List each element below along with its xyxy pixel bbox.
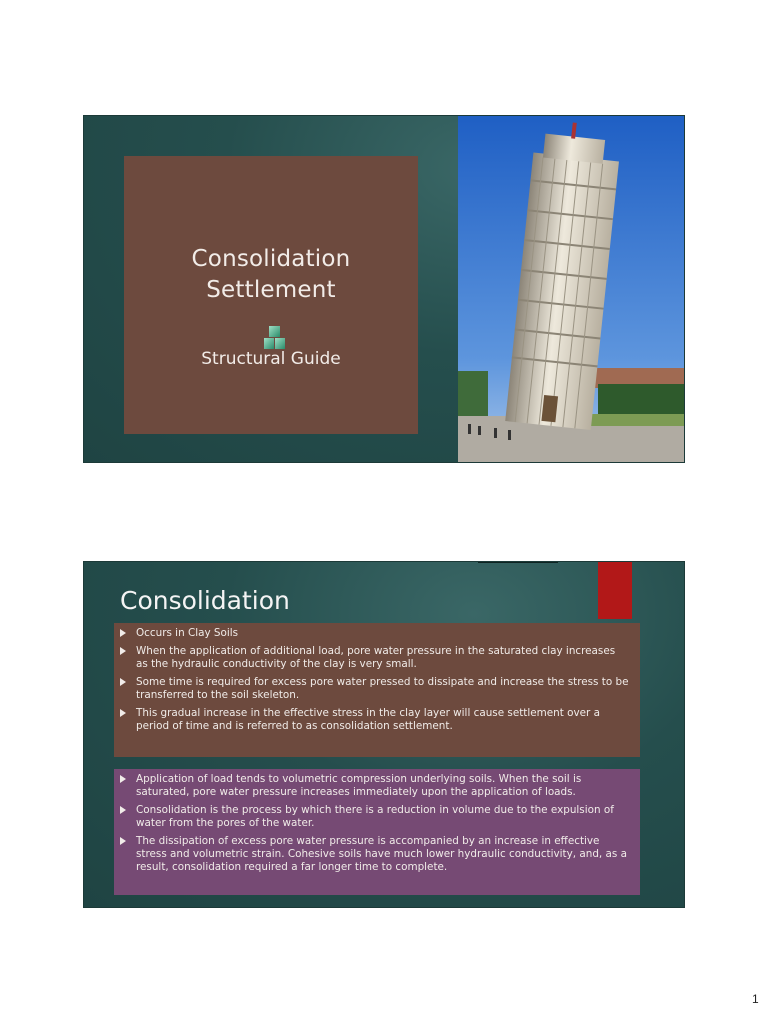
slide-top-line bbox=[478, 562, 558, 563]
list-item: When the application of additional load, pore water pressure in the saturated clay increases as the hydraulic conductivity of the clay is very small. bbox=[120, 645, 630, 671]
title-slide bbox=[83, 115, 685, 463]
slide-subtitle: Structural Guide bbox=[201, 349, 341, 369]
title-line-2: Settlement bbox=[206, 277, 336, 303]
slide-title: Consolidation bbox=[120, 586, 290, 615]
list-item: Occurs in Clay Soils bbox=[120, 627, 630, 640]
content-slide bbox=[83, 561, 685, 908]
bullet-arrow-icon bbox=[120, 806, 126, 814]
list-item: The dissipation of excess pore water pressure is accompanied by an increase in effective stress and volumetric strain. Cohesive soils have much lower hydraulic conductivity, and, as a result, consolidation required a far longer time to complete. bbox=[120, 835, 630, 874]
bullet-arrow-icon bbox=[120, 837, 126, 845]
bullet-box-process bbox=[114, 769, 640, 895]
list-item: Consolidation is the process by which there is a reduction in volume due to the expulsion of water from the pores of the water. bbox=[120, 804, 630, 830]
bullet-arrow-icon bbox=[120, 647, 126, 655]
bullet-arrow-icon bbox=[120, 709, 126, 717]
page-number: 1 bbox=[752, 992, 759, 1006]
title-line-1: Consolidation bbox=[191, 246, 351, 272]
bullet-arrow-icon bbox=[120, 775, 126, 783]
stacked-squares-icon bbox=[264, 326, 286, 350]
bullet-box-clay bbox=[114, 623, 640, 757]
bullet-arrow-icon bbox=[120, 629, 126, 637]
title-panel bbox=[124, 156, 418, 434]
leaning-tower-photo bbox=[458, 116, 684, 462]
list-item: This gradual increase in the effective stress in the clay layer will cause settlement over a period of time and is referred to as consolidation settlement. bbox=[120, 707, 630, 733]
red-accent-bar bbox=[598, 562, 632, 619]
list-item: Some time is required for excess pore water pressed to dissipate and increase the stress to be transferred to the soil skeleton. bbox=[120, 676, 630, 702]
bullet-arrow-icon bbox=[120, 678, 126, 686]
slide-title bbox=[124, 244, 418, 306]
list-item: Application of load tends to volumetric compression underlying soils. When the soil is saturated, pore water pressure increases immediately upon the application of loads. bbox=[120, 773, 630, 799]
